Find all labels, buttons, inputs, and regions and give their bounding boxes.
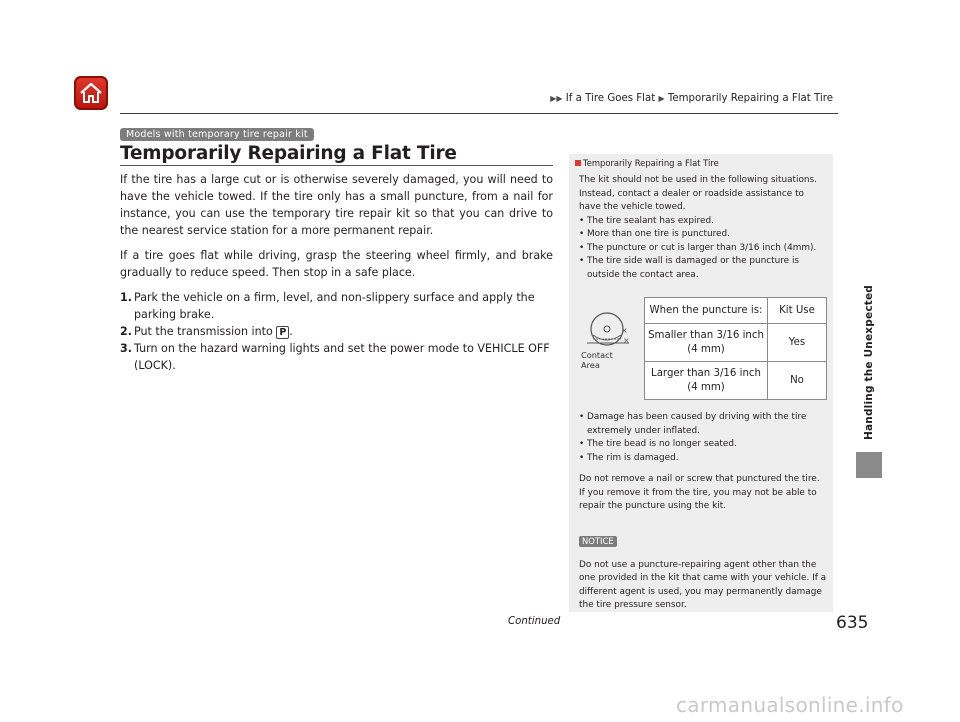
list-item-text: The puncture or cut is larger than 3/16 inch (4mm).	[587, 242, 817, 253]
title-divider	[120, 165, 553, 166]
list-item	[579, 215, 827, 229]
table-cell: No	[768, 362, 827, 400]
step-text-wrap	[134, 323, 553, 340]
list-item-text: The tire sealant has expired.	[587, 215, 714, 226]
list-item-text: Damage has been caused by driving with the tire extremely under inflated.	[587, 412, 807, 436]
bullet-icon: •	[579, 439, 585, 449]
svg-text:×: ×	[621, 326, 628, 335]
park-gear-icon: P	[276, 326, 289, 339]
sidebar-heading	[575, 157, 719, 171]
list-item-text: The tire side wall is damaged or the puncture is outside the contact area.	[587, 256, 800, 280]
sidebar-note	[569, 154, 833, 612]
puncture-table	[644, 297, 827, 400]
step-item	[120, 340, 553, 374]
step-text: Turn on the hazard warning lights and set the power mode to VEHICLE OFF (LOCK).	[134, 342, 550, 372]
main-content	[120, 171, 553, 374]
tire-contact-diagram	[579, 297, 639, 387]
breadcrumb-item-2[interactable]: Temporarily Repairing a Flat Tire	[667, 93, 833, 104]
bullet-icon: •	[579, 452, 585, 463]
sidebar-intro: The kit should not be used in the following situations. Instead, contact a dealer or roadside assistance to have the vehicle towed.	[579, 175, 817, 212]
nail-note: Do not remove a nail or screw that punctured the tire. If you remove it from the tire, you may not be able to repair the puncture using the kit.	[579, 474, 820, 511]
header-divider	[120, 113, 838, 114]
chapter-side-tab[interactable]: Handling the Unexpected	[863, 285, 875, 440]
sidebar-body	[579, 174, 827, 282]
intro-paragraph: If the tire has a large cut or is otherwise severely damaged, you will need to have the vehicle towed. If the tire only has a small puncture, from a nail for instance, you can use the temporary tire repair kit so that you can drive to the nearest service station for a more permanent repair.	[120, 173, 553, 237]
step-text: Park the vehicle on a firm, level, and non-slippery surface and apply the parking brake.	[134, 291, 535, 321]
continued-label: Continued	[508, 616, 561, 627]
table-cell: Larger than 3/16 inch (4 mm)	[645, 362, 768, 400]
sidebar-heading-text: Temporarily Repairing a Flat Tire	[583, 158, 719, 168]
bullet-icon: •	[579, 242, 585, 253]
driving-paragraph: If a tire goes flat while driving, grasp the steering wheel firmly, and brake gradually to reduce speed. Then stop in a safe place.	[120, 249, 553, 279]
list-item-text: The rim is damaged.	[587, 452, 679, 463]
step-item	[120, 323, 553, 340]
list-item	[579, 411, 827, 438]
svg-text:×: ×	[623, 336, 630, 345]
sidebar-lower	[579, 411, 827, 622]
table-header-cell: Kit Use	[768, 298, 827, 324]
bullet-icon: •	[579, 256, 585, 266]
list-item	[579, 228, 827, 242]
notice-text: Do not use a puncture-repairing agent other than the one provided in the kit that came with your vehicle. If a different agent is used, you may permanently damage the tire pressure sensor.	[579, 559, 827, 611]
step-number: 3.	[120, 342, 132, 355]
page-number: 635	[836, 613, 869, 633]
table-header-row	[645, 298, 827, 324]
step-suffix: .	[289, 325, 293, 338]
table-cell: Smaller than 3/16 inch (4 mm)	[645, 324, 768, 362]
page-title: Temporarily Repairing a Flat Tire	[120, 143, 457, 164]
list-item-text: The tire bead is no longer seated.	[587, 439, 737, 449]
table-header-cell: When the puncture is:	[645, 298, 768, 324]
step-item	[120, 289, 553, 323]
table-row	[645, 324, 827, 362]
note-marker-icon	[575, 160, 581, 166]
contact-area-label: Contact Area	[581, 350, 613, 370]
bullet-icon: •	[579, 229, 585, 239]
list-item	[579, 255, 827, 282]
list-item-text: More than one tire is punctured.	[587, 229, 730, 239]
chapter-tab-marker	[856, 452, 882, 478]
step-text: Put the transmission into	[134, 325, 273, 338]
breadcrumb-arrow-icon: ▶▶	[550, 94, 563, 103]
table-row	[645, 362, 827, 400]
notice-badge: NOTICE	[579, 536, 617, 547]
step-number: 1.	[120, 291, 132, 304]
breadcrumb	[550, 93, 833, 104]
model-badge: Models with temporary tire repair kit	[120, 128, 314, 141]
list-item	[579, 452, 827, 466]
home-icon	[79, 82, 103, 104]
list-item	[579, 242, 827, 256]
home-button[interactable]	[74, 76, 108, 110]
bullet-icon: •	[579, 215, 585, 226]
bullet-icon: •	[579, 412, 585, 422]
watermark: carmanualsonline.info	[676, 693, 904, 717]
table-cell: Yes	[768, 324, 827, 362]
step-number: 2.	[120, 325, 132, 338]
list-item	[579, 438, 827, 452]
breadcrumb-arrow-icon: ▶	[658, 94, 665, 103]
breadcrumb-item-1[interactable]: If a Tire Goes Flat	[565, 93, 656, 104]
